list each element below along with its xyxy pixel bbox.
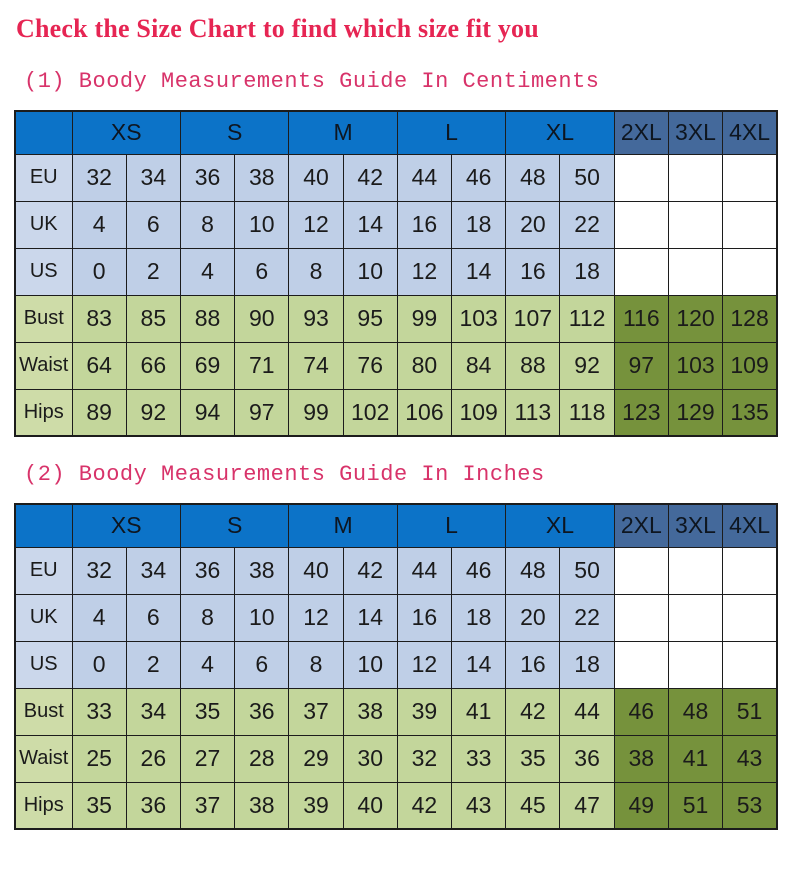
size-cell: 33 (72, 688, 126, 735)
size-cell: 94 (180, 389, 234, 436)
size-group-header-2xl: 2XL (614, 504, 668, 547)
table-row-eu (15, 154, 777, 201)
size-table-inches (14, 503, 778, 830)
table-row-waist (15, 735, 777, 782)
size-cell: 103 (452, 295, 506, 342)
section-heading-inches: (2) Boody Measurements Guide In Inches (24, 462, 545, 487)
size-cell: 8 (289, 641, 343, 688)
size-cell: 16 (397, 201, 451, 248)
size-cell: 113 (506, 389, 560, 436)
size-cell: 27 (180, 735, 234, 782)
size-cell: 12 (397, 641, 451, 688)
size-table-centimeters (14, 110, 778, 437)
size-cell: 74 (289, 342, 343, 389)
size-cell: 92 (126, 389, 180, 436)
size-cell: 92 (560, 342, 614, 389)
size-cell: 88 (506, 342, 560, 389)
size-cell: 46 (452, 547, 506, 594)
size-cell (723, 248, 777, 295)
size-cell: 30 (343, 735, 397, 782)
size-cell: 38 (235, 547, 289, 594)
size-cell: 41 (452, 688, 506, 735)
size-group-header-xl: XL (506, 111, 614, 154)
size-cell: 35 (72, 782, 126, 829)
size-cell: 44 (397, 547, 451, 594)
size-cell: 38 (235, 154, 289, 201)
header-corner-cell (15, 504, 72, 547)
size-cell (614, 201, 668, 248)
row-label-uk: UK (15, 594, 72, 641)
size-cell: 14 (452, 248, 506, 295)
size-cell: 93 (289, 295, 343, 342)
size-cell: 38 (343, 688, 397, 735)
table-row-us (15, 248, 777, 295)
size-cell: 42 (343, 547, 397, 594)
size-cell: 18 (560, 248, 614, 295)
size-cell: 26 (126, 735, 180, 782)
row-label-us: US (15, 641, 72, 688)
size-cell: 10 (235, 201, 289, 248)
size-cell: 10 (235, 594, 289, 641)
size-cell: 32 (72, 547, 126, 594)
size-cell: 22 (560, 594, 614, 641)
size-cell: 34 (126, 688, 180, 735)
size-cell (723, 201, 777, 248)
size-cell: 12 (289, 201, 343, 248)
size-cell: 20 (506, 201, 560, 248)
size-cell: 38 (614, 735, 668, 782)
table-row-uk (15, 594, 777, 641)
size-cell: 44 (397, 154, 451, 201)
size-cell: 116 (614, 295, 668, 342)
row-label-waist: Waist (15, 735, 72, 782)
size-cell: 89 (72, 389, 126, 436)
size-group-header-4xl: 4XL (723, 504, 777, 547)
table-row-bust (15, 688, 777, 735)
size-cell: 39 (397, 688, 451, 735)
table-row-hips (15, 782, 777, 829)
row-label-waist: Waist (15, 342, 72, 389)
table-row-bust (15, 295, 777, 342)
size-cell: 2 (126, 248, 180, 295)
size-cell: 2 (126, 641, 180, 688)
size-cell: 36 (235, 688, 289, 735)
size-cell: 97 (614, 342, 668, 389)
size-cell: 16 (397, 594, 451, 641)
size-cell: 48 (506, 154, 560, 201)
size-table-centimeters-container (14, 110, 794, 437)
table-row-waist (15, 342, 777, 389)
size-cell: 40 (289, 547, 343, 594)
size-cell: 107 (506, 295, 560, 342)
size-cell: 95 (343, 295, 397, 342)
size-cell: 12 (397, 248, 451, 295)
row-label-us: US (15, 248, 72, 295)
size-cell: 118 (560, 389, 614, 436)
size-cell (723, 594, 777, 641)
size-cell: 71 (235, 342, 289, 389)
table-row-us (15, 641, 777, 688)
size-cell: 99 (289, 389, 343, 436)
size-group-header-s: S (180, 504, 288, 547)
size-cell: 33 (452, 735, 506, 782)
size-group-header-s: S (180, 111, 288, 154)
size-cell (668, 201, 722, 248)
size-cell: 103 (668, 342, 722, 389)
size-cell: 48 (506, 547, 560, 594)
size-group-header-l: L (397, 111, 505, 154)
size-cell: 45 (506, 782, 560, 829)
size-cell: 12 (289, 594, 343, 641)
size-cell: 41 (668, 735, 722, 782)
size-cell (668, 154, 722, 201)
size-cell: 8 (180, 201, 234, 248)
size-cell: 40 (343, 782, 397, 829)
size-cell: 46 (452, 154, 506, 201)
size-group-header-4xl: 4XL (723, 111, 777, 154)
size-cell: 76 (343, 342, 397, 389)
size-group-header-2xl: 2XL (614, 111, 668, 154)
size-cell: 50 (560, 154, 614, 201)
size-cell: 14 (343, 201, 397, 248)
size-cell (723, 154, 777, 201)
table-row-hips (15, 389, 777, 436)
size-cell: 50 (560, 547, 614, 594)
size-group-header-xs: XS (72, 504, 180, 547)
size-cell: 32 (72, 154, 126, 201)
size-cell: 51 (668, 782, 722, 829)
size-cell: 36 (126, 782, 180, 829)
size-cell: 99 (397, 295, 451, 342)
size-cell: 84 (452, 342, 506, 389)
size-cell: 22 (560, 201, 614, 248)
row-label-bust: Bust (15, 688, 72, 735)
size-cell: 18 (452, 594, 506, 641)
size-cell: 16 (506, 248, 560, 295)
size-cell: 123 (614, 389, 668, 436)
size-cell: 112 (560, 295, 614, 342)
size-cell: 69 (180, 342, 234, 389)
size-cell: 85 (126, 295, 180, 342)
size-cell: 42 (506, 688, 560, 735)
size-cell (614, 154, 668, 201)
page-title: Check the Size Chart to find which size fit you (16, 14, 539, 43)
size-cell: 38 (235, 782, 289, 829)
size-group-header-3xl: 3XL (668, 504, 722, 547)
size-cell: 8 (180, 594, 234, 641)
size-cell: 88 (180, 295, 234, 342)
size-cell: 36 (180, 547, 234, 594)
size-cell (614, 641, 668, 688)
size-cell (668, 594, 722, 641)
size-chart-page (0, 14, 794, 830)
size-cell: 47 (560, 782, 614, 829)
row-label-bust: Bust (15, 295, 72, 342)
size-table-inches-container (14, 503, 794, 830)
size-cell: 49 (614, 782, 668, 829)
size-cell: 102 (343, 389, 397, 436)
size-group-header-3xl: 3XL (668, 111, 722, 154)
size-cell: 10 (343, 248, 397, 295)
size-group-header-xl: XL (506, 504, 614, 547)
table-row-eu (15, 547, 777, 594)
size-cell: 10 (343, 641, 397, 688)
size-cell: 44 (560, 688, 614, 735)
row-label-hips: Hips (15, 782, 72, 829)
section-centimeters (0, 69, 794, 437)
size-cell: 6 (126, 594, 180, 641)
size-cell: 40 (289, 154, 343, 201)
size-cell: 109 (723, 342, 777, 389)
size-cell: 8 (289, 248, 343, 295)
size-cell (668, 547, 722, 594)
size-cell (723, 641, 777, 688)
size-group-header-l: L (397, 504, 505, 547)
size-cell: 29 (289, 735, 343, 782)
size-header-row (15, 111, 777, 154)
size-cell: 18 (452, 201, 506, 248)
row-label-eu: EU (15, 154, 72, 201)
size-cell: 97 (235, 389, 289, 436)
size-cell: 6 (126, 201, 180, 248)
size-cell: 6 (235, 641, 289, 688)
size-cell: 83 (72, 295, 126, 342)
size-cell: 35 (180, 688, 234, 735)
size-cell (614, 248, 668, 295)
size-cell: 0 (72, 248, 126, 295)
size-cell: 109 (452, 389, 506, 436)
size-cell: 42 (397, 782, 451, 829)
size-cell: 106 (397, 389, 451, 436)
size-cell: 14 (343, 594, 397, 641)
size-cell: 53 (723, 782, 777, 829)
size-cell (614, 547, 668, 594)
row-label-eu: EU (15, 547, 72, 594)
size-cell: 43 (723, 735, 777, 782)
size-cell: 48 (668, 688, 722, 735)
size-cell: 46 (614, 688, 668, 735)
size-cell: 90 (235, 295, 289, 342)
size-group-header-xs: XS (72, 111, 180, 154)
size-cell: 43 (452, 782, 506, 829)
size-cell: 28 (235, 735, 289, 782)
size-cell: 51 (723, 688, 777, 735)
size-cell: 16 (506, 641, 560, 688)
size-cell: 6 (235, 248, 289, 295)
size-cell: 14 (452, 641, 506, 688)
size-cell: 34 (126, 154, 180, 201)
size-cell: 36 (180, 154, 234, 201)
size-header-row (15, 504, 777, 547)
size-cell (723, 547, 777, 594)
size-cell: 37 (180, 782, 234, 829)
row-label-uk: UK (15, 201, 72, 248)
size-cell: 64 (72, 342, 126, 389)
table-row-uk (15, 201, 777, 248)
size-cell: 37 (289, 688, 343, 735)
size-cell: 34 (126, 547, 180, 594)
size-cell: 128 (723, 295, 777, 342)
section-inches (0, 462, 794, 830)
size-group-header-m: M (289, 504, 397, 547)
size-cell: 36 (560, 735, 614, 782)
size-cell: 25 (72, 735, 126, 782)
size-cell: 32 (397, 735, 451, 782)
size-cell: 4 (72, 201, 126, 248)
size-cell: 135 (723, 389, 777, 436)
size-cell: 35 (506, 735, 560, 782)
size-cell (668, 248, 722, 295)
size-cell: 120 (668, 295, 722, 342)
size-cell: 129 (668, 389, 722, 436)
size-cell: 80 (397, 342, 451, 389)
row-label-hips: Hips (15, 389, 72, 436)
size-group-header-m: M (289, 111, 397, 154)
size-cell: 0 (72, 641, 126, 688)
size-cell (614, 594, 668, 641)
size-cell: 4 (180, 641, 234, 688)
size-cell (668, 641, 722, 688)
size-cell: 20 (506, 594, 560, 641)
size-cell: 18 (560, 641, 614, 688)
size-cell: 39 (289, 782, 343, 829)
size-cell: 4 (180, 248, 234, 295)
section-heading-centimeters: (1) Boody Measurements Guide In Centiments (24, 69, 600, 94)
size-cell: 4 (72, 594, 126, 641)
size-cell: 42 (343, 154, 397, 201)
header-corner-cell (15, 111, 72, 154)
size-cell: 66 (126, 342, 180, 389)
